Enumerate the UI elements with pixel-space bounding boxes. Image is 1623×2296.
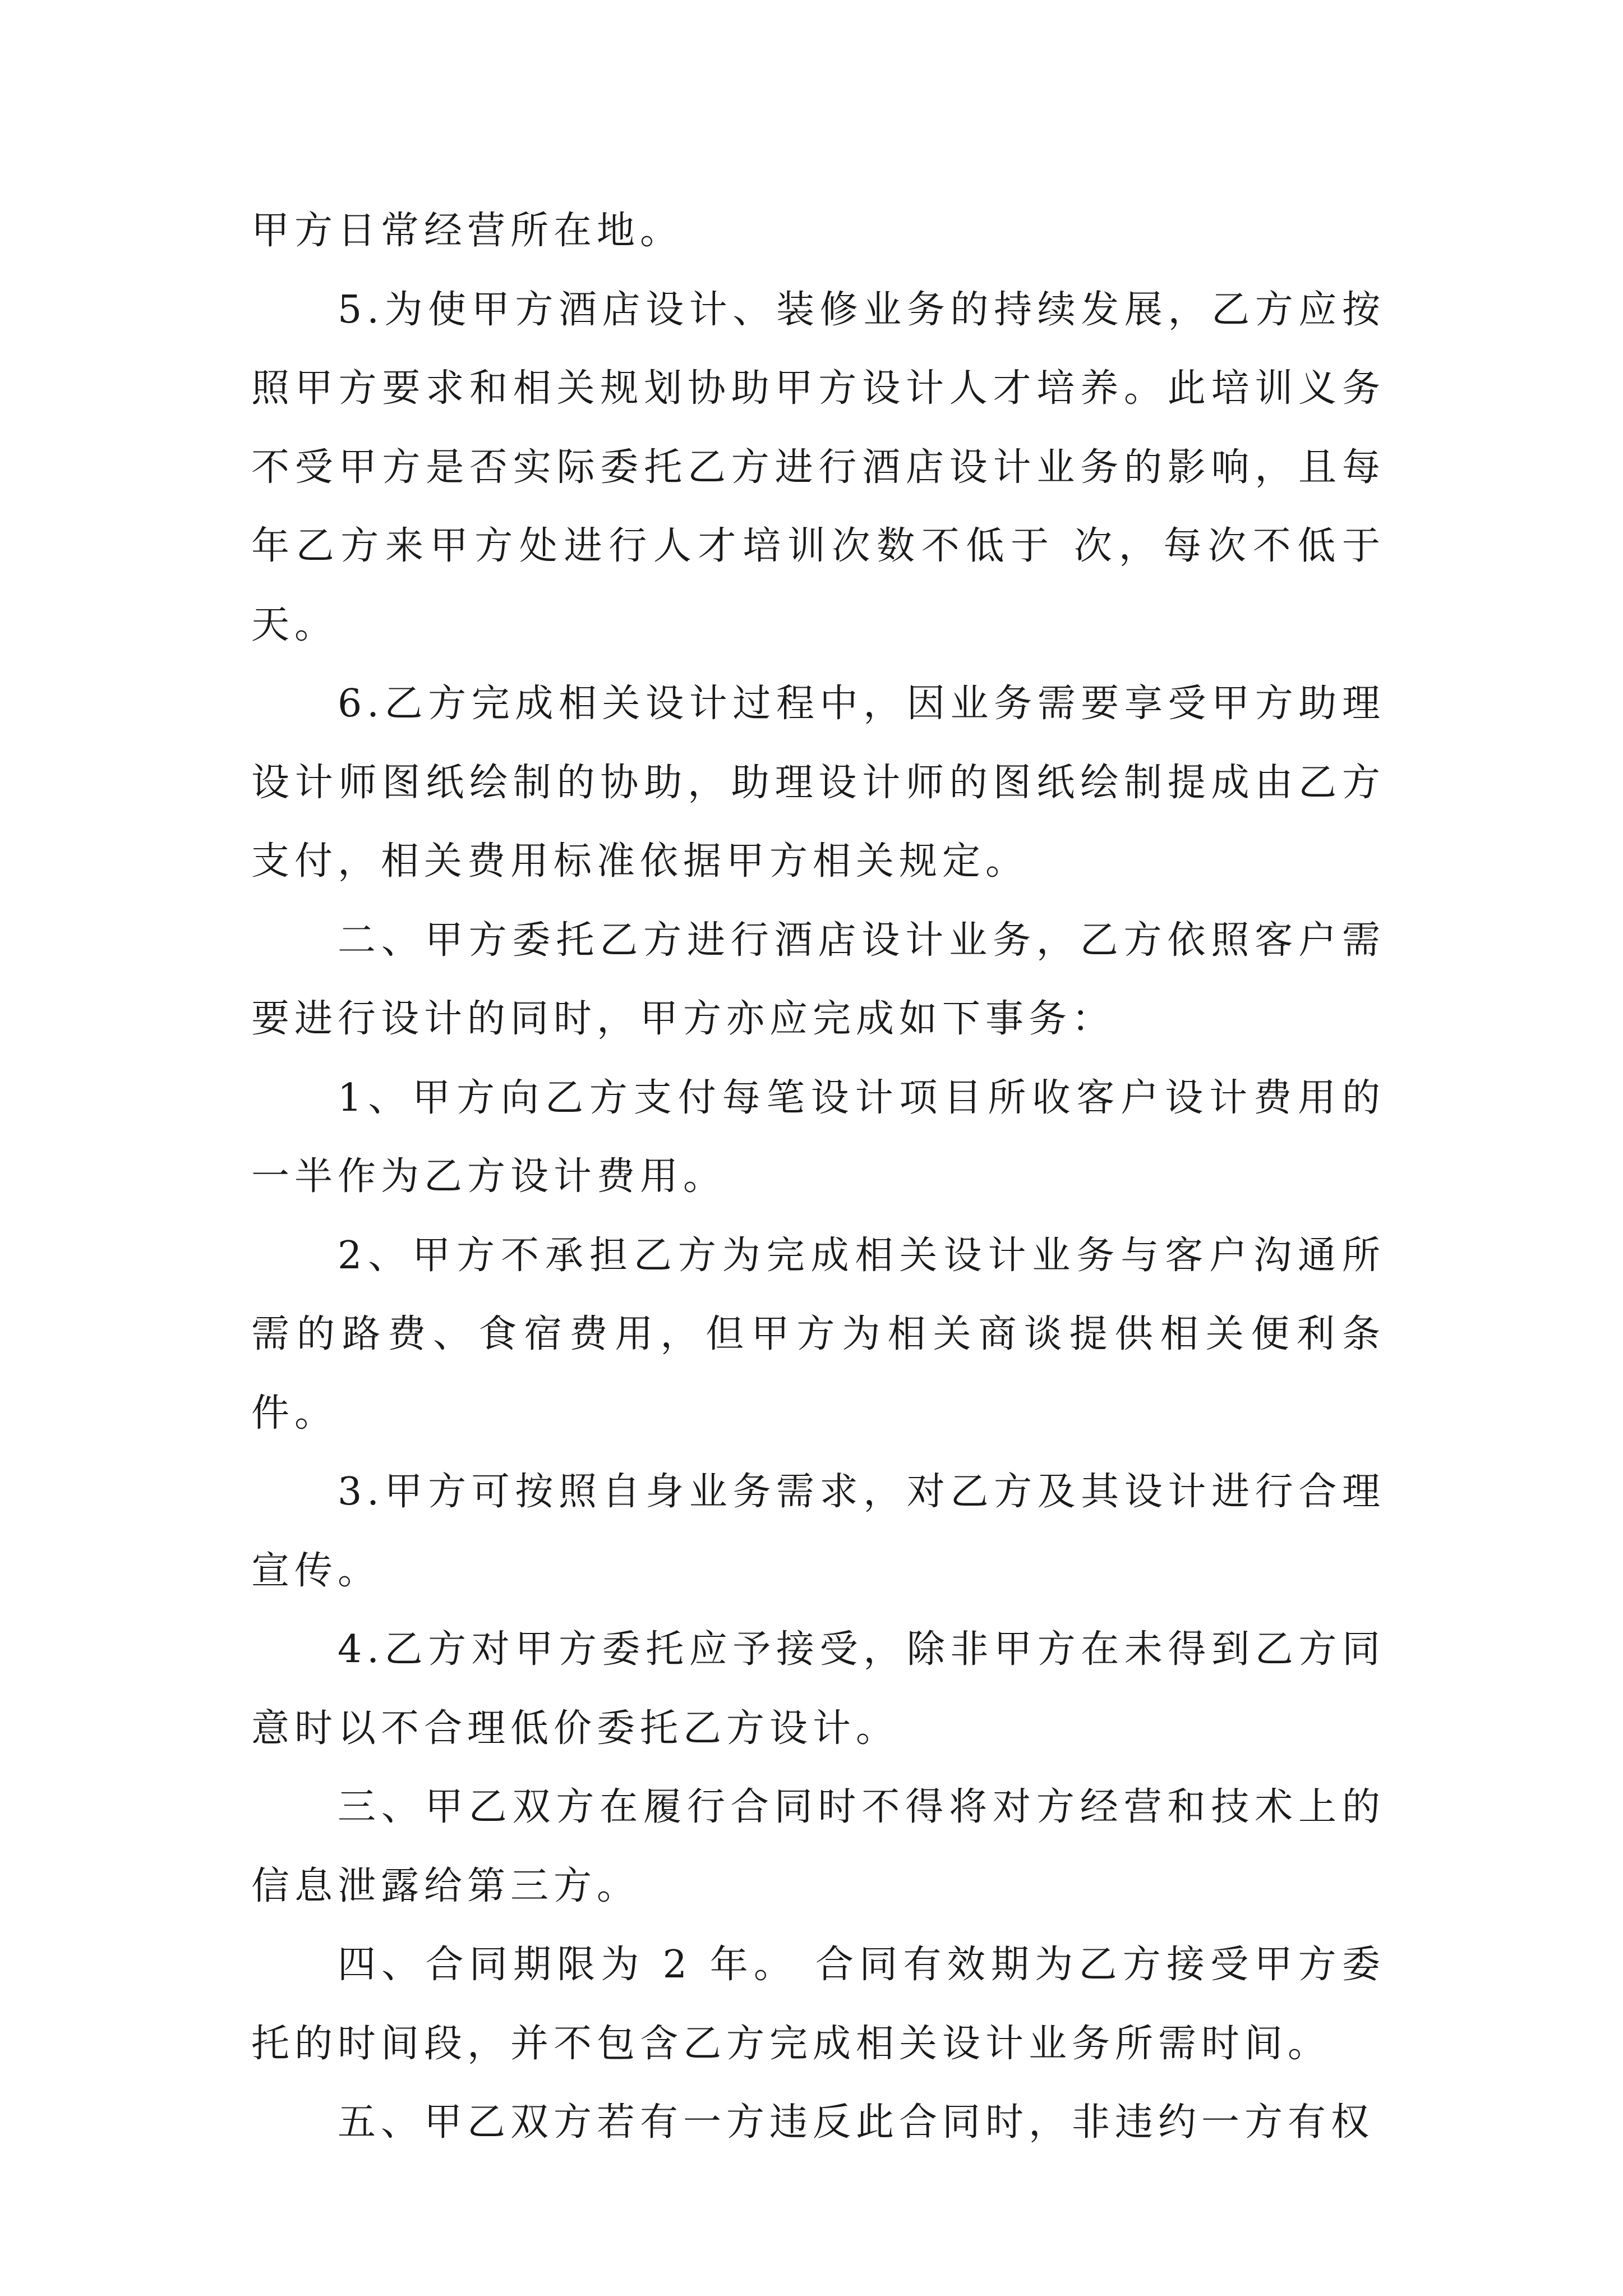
contract-body [251, 192, 1385, 2162]
paragraph-section-4-term: 四、合同期限为 2 年。 合同有效期为乙方接受甲方委托的时间段，并不包含乙方完成相关设计业务所需时间。 [251, 1943, 1385, 2066]
paragraph-section-2-item-2: 2、甲方不承担乙方为完成相关设计业务与客户沟通所需的路费、食宿费用，但甲方为相关商谈提供相关便利条件。 [251, 1233, 1385, 1435]
paragraph-clause-6-assistant: 6.乙方完成相关设计过程中，因业务需要享受甲方助理设计师图纸绘制的协助，助理设计师的图纸绘制提成由乙方支付，相关费用标准依据甲方相关规定。 [251, 682, 1385, 884]
paragraph-section-5-breach: 五、甲乙双方若有一方违反此合同时，非违约一方有权 [338, 2100, 1375, 2145]
paragraph-clause-5-training: 5.为使甲方酒店设计、装修业务的持续发展，乙方应按照甲方要求和相关规划协助甲方设计人才培养。此培训义务不受甲方是否实际委托乙方进行酒店设计业务的影响，且每年乙方来甲方处进行人才培训次数不低于 次，每次不低于 天。 [251, 287, 1385, 647]
paragraph-section-2-item-1: 1、甲方向乙方支付每笔设计项目所收客户设计费用的一半作为乙方设计费用。 [251, 1075, 1385, 1199]
paragraph-section-2-item-3: 3.甲方可按照自身业务需求，对乙方及其设计进行合理宣传。 [251, 1470, 1385, 1593]
paragraph-section-2-item-4: 4.乙方对甲方委托应予接受，除非甲方在未得到乙方同意时以不合理低价委托乙方设计。 [251, 1627, 1385, 1751]
paragraph-section-2-intro: 二、甲方委托乙方进行酒店设计业务，乙方依照客户需要进行设计的同时，甲方亦应完成如下事务： [251, 918, 1385, 1041]
paragraph-section-3-confidentiality: 三、甲乙双方在履行合同时不得将对方经营和技术上的信息泄露给第三方。 [251, 1785, 1385, 1908]
paragraph-business-location: 甲方日常经营所在地。 [251, 209, 684, 253]
